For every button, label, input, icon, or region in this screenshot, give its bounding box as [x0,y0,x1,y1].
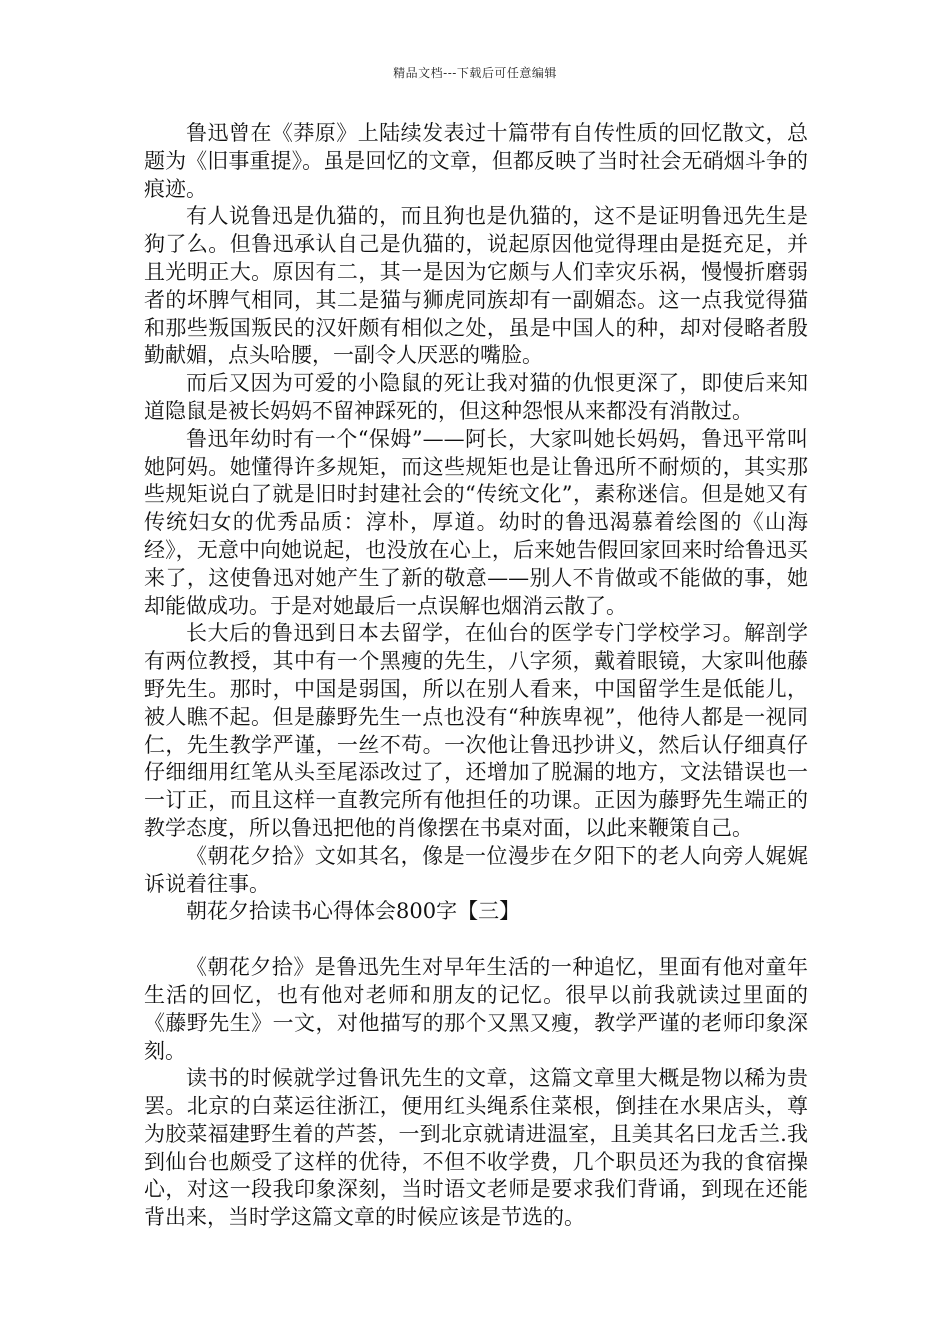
section-heading: 朝花夕拾读书心得体会800字【三】 [186,899,521,924]
paragraph: 鲁迅年幼时有一个“保姆”——阿长，大家叫她长妈妈，鲁迅平常叫她阿妈。她懂得许多规矩，而这些规矩也是让鲁迅所不耐烦的，其实那些规矩说白了就是旧时封建社会的“传统文化”，素称迷信。但是她又有传统妇女的优秀品质：淳朴，厚道。幼时的鲁迅渴慕着绘图的《山海经》，无意中向她说起，也没放在心上，后来她告假回家回来时给鲁迅买来了，这使鲁迅对她产生了新的敬意——别人不肯做或不能做的事，她却能做成功。于是对她最后一点误解也烟消云散了。 [144,426,808,618]
paragraph: 鲁迅曾在《莽原》上陆续发表过十篇带有自传性质的回忆散文，总题为《旧事重提》。虽是回忆的文章，但都反映了当时社会无硝烟斗争的痕迹。 [144,121,808,201]
page-header: 精品文档---下载后可任意编辑 [393,66,557,80]
paragraph: 《朝花夕拾》是鲁迅先生对早年生活的一种追忆，里面有他对童年生活的回忆，也有他对老师和朋友的记忆。很早以前我就读过里面的《藤野先生》一文，对他描写的那个又黑又瘦，教学严谨的老师印象深刻。 [144,955,808,1063]
paragraph: 而后又因为可爱的小隐鼠的死让我对猫的仇恨更深了，即使后来知道隐鼠是被长妈妈不留神踩死的，但这种怨恨从来都没有消散过。 [144,371,808,423]
document-body [144,120,808,1232]
paragraph: 有人说鲁迅是仇猫的，而且狗也是仇猫的，这不是证明鲁迅先生是狗了么。但鲁迅承认自己是仇猫的，说起原因他觉得理由是挺充足，并且光明正大。原因有二，其一是因为它颇与人们幸灾乐祸，慢慢折磨弱者的坏脾气相同，其二是猫与狮虎同族却有一副媚态。这一点我觉得猫和那些叛国叛民的汉奸颇有相似之处，虽是中国人的种，却对侵略者殷勤献媚，点头哈腰，一副令人厌恶的嘴脸。 [144,204,808,368]
paragraph: 读书的时候就学过鲁讯先生的文章，这篇文章里大概是物以稀为贵罢。北京的白菜运往浙江，便用红头绳系住菜根，倒挂在水果店头，尊为胶菜福建野生着的芦荟，一到北京就请进温室，且美其名曰龙舌兰.我到仙台也颇受了这样的优待，不但不收学费，几个职员还为我的食宿操心，对这一段我印象深刻，当时语文老师是要求我们背诵，到现在还能背出来，当时学这篇文章的时候应该是节选的。 [144,1066,808,1230]
paragraph: 长大后的鲁迅到日本去留学，在仙台的医学专门学校学习。解剖学有两位教授，其中有一个黑瘦的先生，八字须，戴着眼镜，大家叫他藤野先生。那时，中国是弱国，所以在别人看来，中国留学生是低能儿，被人瞧不起。但是藤野先生一点也没有“种族卑视”，他待人都是一视同仁，先生教学严谨，一丝不苟。一次他让鲁迅抄讲义，然后认仔细真仔仔细细用红笔从头至尾添改过了，还增加了脱漏的地方，文法错误也一一订正，而且这样一直教完所有他担任的功课。正因为藤野先生端正的教学态度，所以鲁迅把他的肖像摆在书桌对面，以此来鞭策自己。 [144,621,808,840]
paragraph: 《朝花夕拾》文如其名，像是一位漫步在夕阳下的老人向旁人娓娓诉说着往事。 [144,843,808,896]
